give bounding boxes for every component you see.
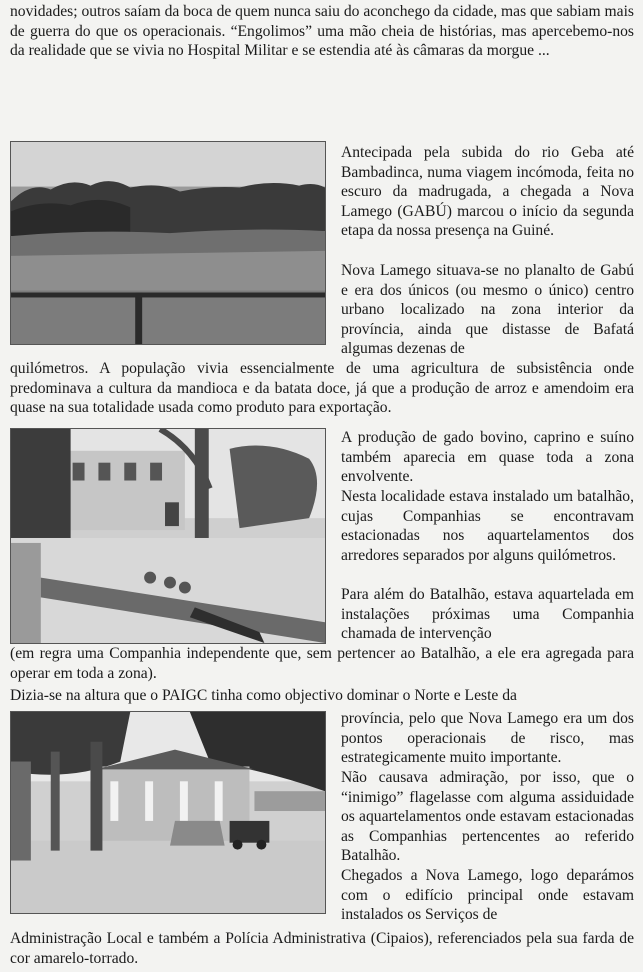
chegados-paragraph: Chegados a Nova Lamego, logo deparámos com o edifício principal onde estavam instalados os Serviços de [341,867,634,924]
situava-paragraph-continued: quilómetros. A população vivia essencialmente de uma agricultura de subsistência onde predominava a cultura da mandioca e da batata doce, já que a produção de arroz e amendoim era quase na sua totalidade usada como produto para exportação. [10,360,634,417]
building-photo [10,711,326,914]
intro-paragraph: novidades; outros saíam da boca de quem nunca saiu do aconchego da cidade, mas que sabiam mais de guerra do que os operacionais. “Engolimos” uma mão cheia de histórias, mas apercebemo-nos da realidade que se vivia no Hospital Militar e se estendia até às câmaras da morgue ... [10,3,634,60]
paigc-paragraph-continued: província, pelo que Nova Lamego era um dos pontos operacionais de risco, mas estrategicamente muito importante. [341,710,634,767]
paigc-paragraph: Dizia-se na altura que o PAIGC tinha como objectivo dominar o Norte e Leste da [10,687,517,704]
geba-paragraph: Antecipada pela subida do rio Geba até Bambadinca, numa viagem incómoda, feita no escuro da madrugada, a chegada a Nova Lamego (GABÚ) marcou o início da segunda etapa da nossa presença na Guiné. [341,144,634,240]
square-photo [10,428,326,644]
chegados-paragraph-continued: Administração Local e também a Polícia Administrativa (Cipaios), referenciados pela sua farda de cor amarelo-torrado. [10,930,634,967]
intervencao-paragraph-continued: (em regra uma Companhia independente que, sem pertencer ao Batalhão, a ele era agregada para operar em toda a zona). [10,645,634,682]
inimigo-paragraph: Não causava admiração, por isso, que o “inimigo” flagelasse com alguma assiduidade os aquartelamentos onde estavam estacionadas as Companhias pertencentes ao referido Batalhão. [341,769,634,865]
river-photo [10,141,326,345]
gado-paragraph: A produção de gado bovino, caprino e suíno também aparecia em quase toda a zona envolvente. [341,429,634,486]
situava-paragraph: Nova Lamego situava-se no planalto de Gabú e era dos únicos (ou mesmo o único) centro urbano localizado na zona interior da província, ainda que distasse de Bafatá algumas dezenas de [341,262,634,358]
intervencao-paragraph: Para além do Batalhão, estava aquartelada em instalações próximas uma Companhia chamada de intervenção [341,586,634,643]
batalhao-paragraph: Nesta localidade estava instalado um batalhão, cujas Companhias se encontravam estacionadas nos aquartelamentos dos arredores separados por alguns quilómetros. [341,488,634,564]
